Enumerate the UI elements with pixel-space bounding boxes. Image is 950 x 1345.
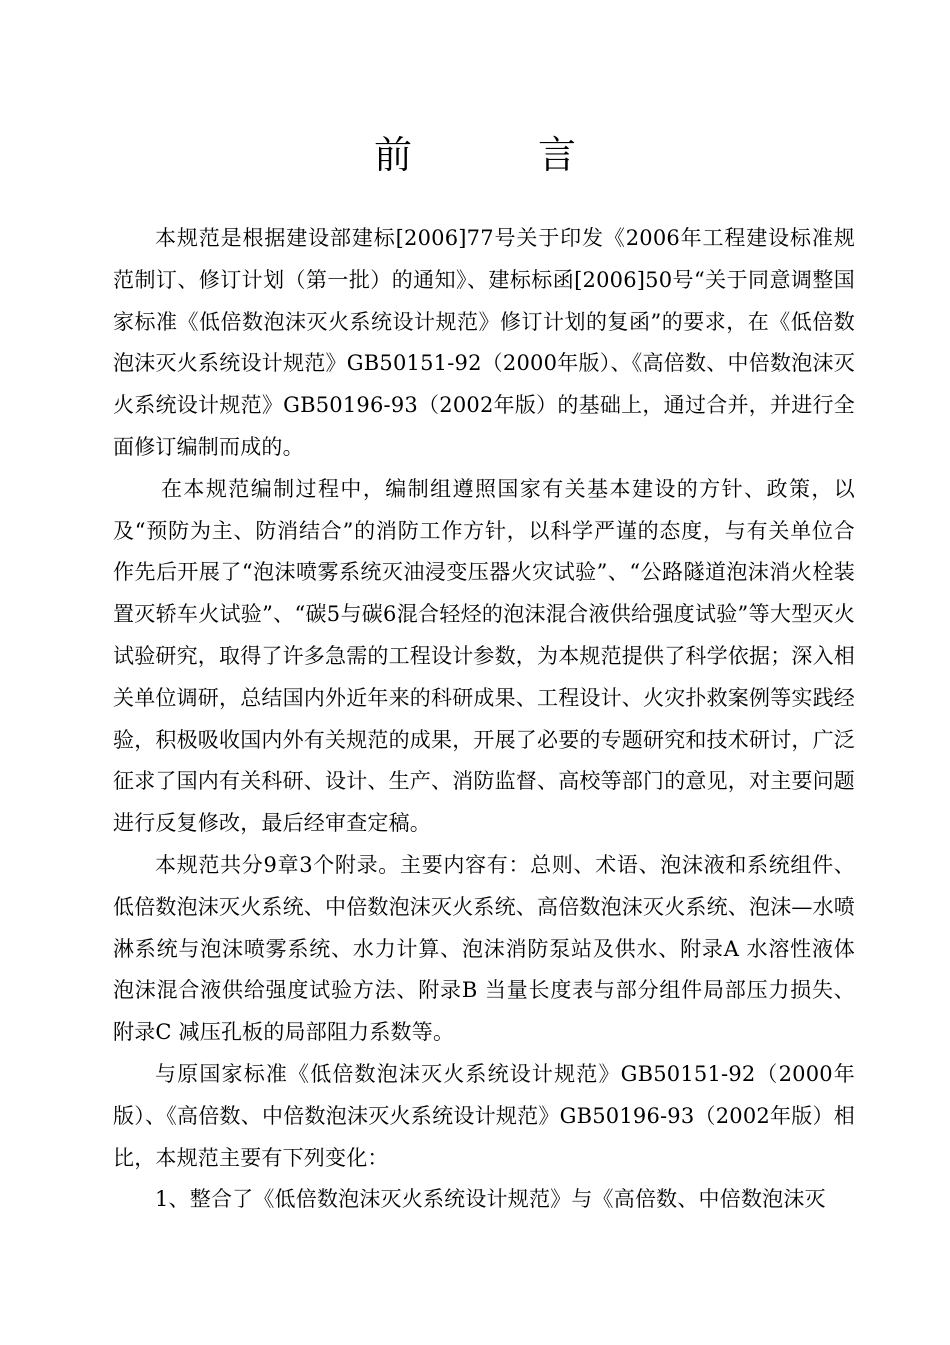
paragraph: 本规范共分9章3个附录。主要内容有：总则、术语、泡沫液和系统组件、低倍数泡沫灭火系统、中倍数泡沫灭火系统、高倍数泡沫灭火系统、泡沫—水喷淋系统与泡沫喷雾系统、水力计算、泡沫消防泵站及供水、附录A 水溶性液体泡沫混合液供给强度试验方法、附录B 当量长度表与部分组件局部压力损失、附录C 减压孔板的局部阻力系数等。	[113, 852, 855, 1045]
paragraph: 与原国家标准《低倍数泡沫灭火系统设计规范》GB50151-92（2000年版）、《高倍数、中倍数泡沫灭火系统设计规范》GB50196-93（2002年版）相比，本规范主要有下列变化：	[113, 1061, 855, 1170]
paragraph: 在本规范编制过程中，编制组遵照国家有关基本建设的方针、政策，以及“预防为主、防消结合”的消防工作方针，以科学严谨的态度，与有关单位合作先后开展了“泡沫喷雾系统灭油浸变压器火灾试验”、“公路隧道泡沫消火栓装置灭轿车火试验”、“碳5与碳6混合轻烃的泡沫混合液供给强度试验”等大型灭火试验研究，取得了许多急需的工程设计参数，为本规范提供了科学依据；深入相关单位调研，总结国内外近年来的科研成果、工程设计、火灾扑救案例等实践经验，积极吸收国内外有关规范的成果，开展了必要的专题研究和技术研讨，广泛征求了国内有关科研、设计、生产、消防监督、高校等部门的意见，对主要问题进行反复修改，最后经审查定稿。	[113, 476, 855, 836]
paragraph: 本规范是根据建设部建标[2006]77号关于印发《2006年工程建设标准规范制订、修订计划（第一批）的通知》、建标标函[2006]50号“关于同意调整国家标准《低倍数泡沫灭火系统设计规范》修订计划的复函”的要求，在《低倍数泡沫灭火系统设计规范》GB50151-92（2000年版）、《高倍数、中倍数泡沫灭火系统设计规范》GB50196-93（2002年版）的基础上，通过合并，并进行全面修订编制而成的。	[113, 226, 855, 459]
page-title: 前 言	[373, 133, 620, 177]
body-text	[113, 218, 855, 1221]
paragraph: 1、整合了《低倍数泡沫灭火系统设计规范》与《高倍数、中倍数泡沫灭	[155, 1187, 826, 1212]
